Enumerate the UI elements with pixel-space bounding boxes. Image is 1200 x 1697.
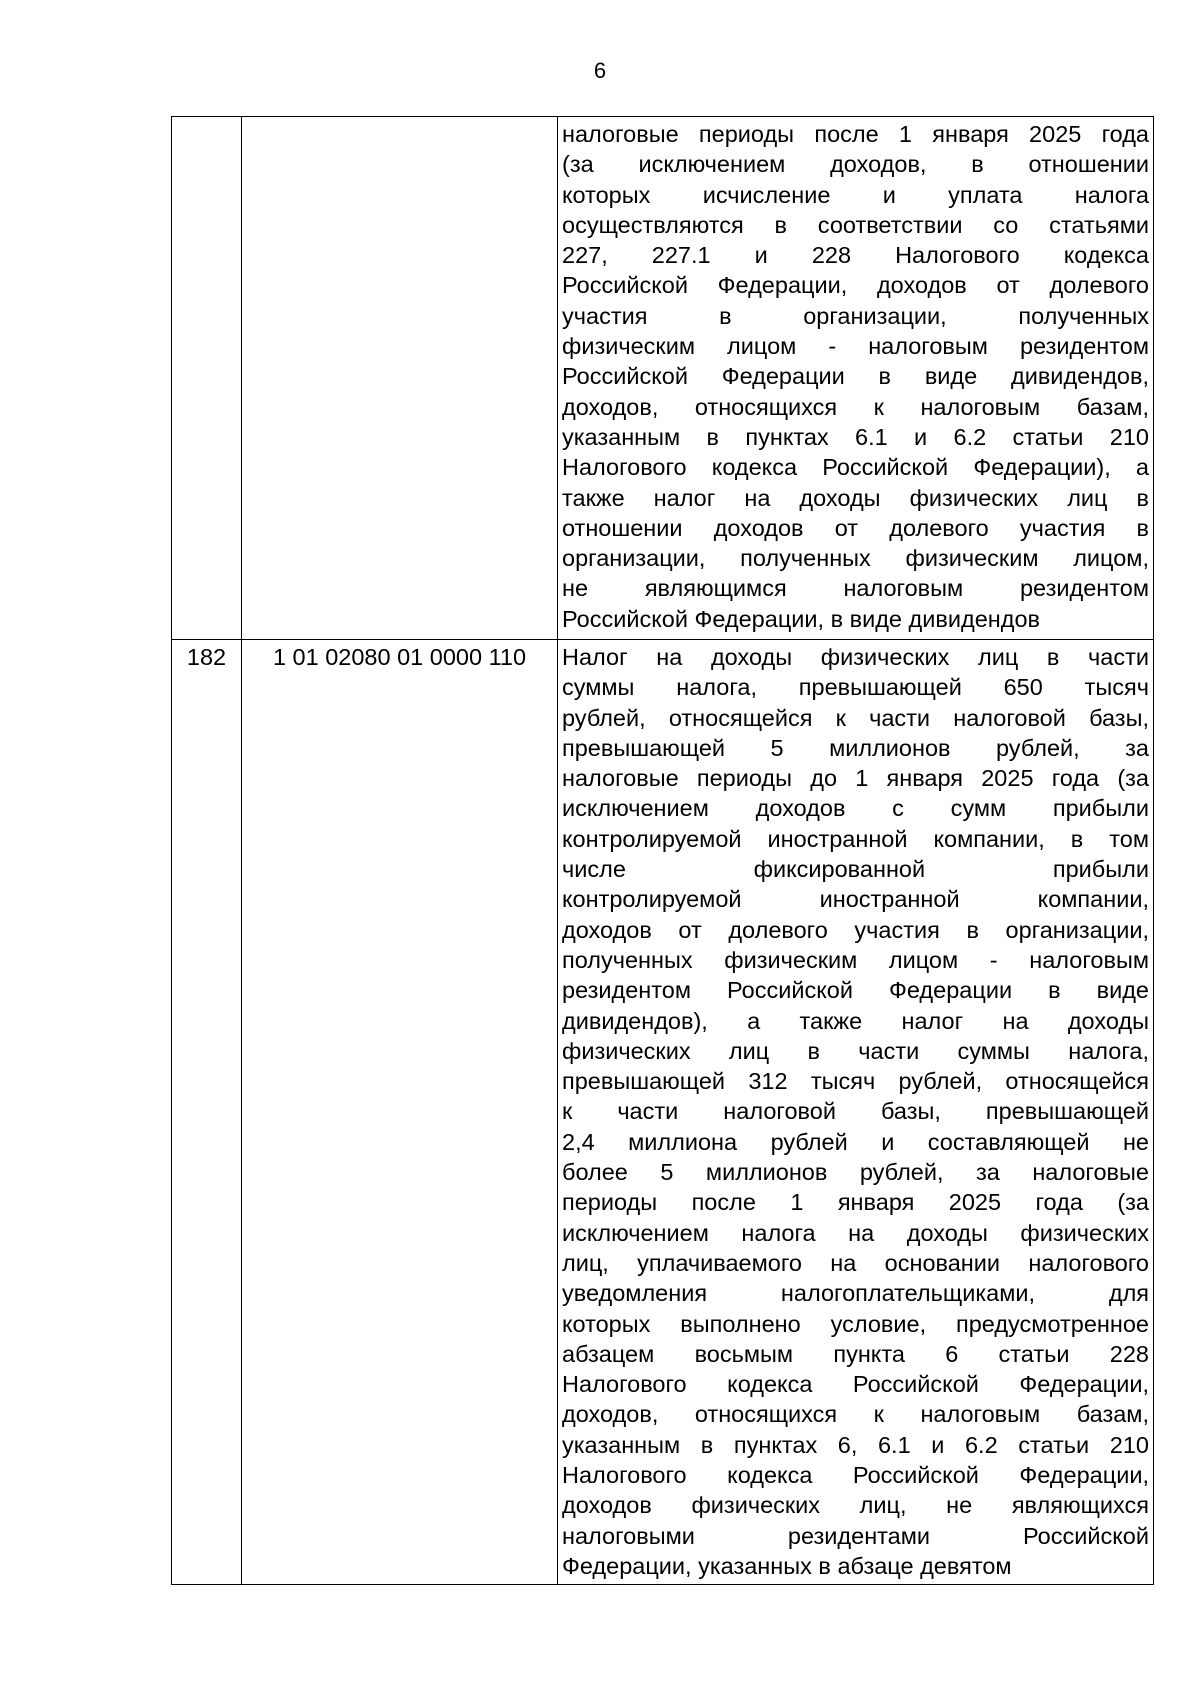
text-line: лиц, уплачиваемого на основании налогового xyxy=(562,1249,1149,1276)
text-line: которых выполнено условие, предусмотренное xyxy=(562,1310,1149,1337)
text-line: Российской Федерации в виде дивидендов, xyxy=(562,363,1149,390)
text-line: рублей, относящейся к части налоговой базы, xyxy=(562,704,1149,731)
description-cell xyxy=(558,640,1154,1585)
text-line: налоговые периоды до 1 января 2025 года (за xyxy=(562,765,1149,792)
text-line: дивидендов), а также налог на доходы xyxy=(562,1007,1149,1034)
admin-code-cell xyxy=(172,117,242,640)
text-line: контролируемой иностранной компании, xyxy=(562,886,1149,913)
text-line: также налог на доходы физических лиц в xyxy=(562,484,1149,511)
text-line: осуществляются в соответствии со статьями xyxy=(562,211,1149,238)
text-line: указанным в пунктах 6, 6.1 и 6.2 статьи 210 xyxy=(562,1431,1149,1458)
text-line: доходов от долевого участия в организации, xyxy=(562,916,1149,943)
text-line: суммы налога, превышающей 650 тысяч xyxy=(562,674,1149,701)
text-line: которых исчисление и уплата налога xyxy=(562,181,1149,208)
text-line: Налогового кодекса Российской Федерации, xyxy=(562,1371,1149,1398)
page-number: 6 xyxy=(593,58,607,83)
text-line: резидентом Российской Федерации в виде xyxy=(562,977,1149,1004)
admin-code-cell: 182 xyxy=(172,640,242,1585)
text-line: (за исключением доходов, в отношении xyxy=(562,151,1149,178)
text-line: Российской Федерации, доходов от долевого xyxy=(562,272,1149,299)
text-line: 227, 227.1 и 228 Налогового кодекса xyxy=(562,242,1149,269)
text-line: Федерации, указанных в абзаце девятом xyxy=(562,1552,1012,1579)
text-line: абзацем восьмым пункта 6 статьи 228 xyxy=(562,1340,1149,1367)
table-row xyxy=(172,117,1154,640)
text-line: исключением налога на доходы физических xyxy=(562,1219,1149,1246)
kbk-code-cell xyxy=(242,117,558,640)
text-line: числе фиксированной прибыли xyxy=(562,856,1149,883)
text-line: физическим лицом - налоговым резидентом xyxy=(562,333,1149,360)
text-line: доходов физических лиц, не являющихся xyxy=(562,1492,1149,1519)
text-line: Налог на доходы физических лиц в части xyxy=(562,644,1149,670)
text-line: превышающей 312 тысяч рублей, относящейся xyxy=(562,1068,1149,1095)
text-line: полученных физическим лицом - налоговым xyxy=(562,946,1149,973)
text-line: более 5 миллионов рублей, за налоговые xyxy=(562,1159,1149,1186)
text-line: к части налоговой базы, превышающей xyxy=(562,1098,1149,1125)
description-cell xyxy=(558,117,1154,640)
text-line: доходов, относящихся к налоговым базам, xyxy=(562,1401,1149,1428)
table-row xyxy=(172,640,1154,1585)
kbk-code-cell: 1 01 02080 01 0000 110 xyxy=(242,640,558,1585)
text-line: доходов, относящихся к налоговым базам, xyxy=(562,393,1149,420)
text-line: Налогового кодекса Российской Федерации), а xyxy=(562,454,1149,481)
text-line: не являющимся налоговым резидентом xyxy=(562,575,1149,602)
budget-classification-table xyxy=(171,116,1154,1585)
text-line: контролируемой иностранной компании, в том xyxy=(562,825,1149,852)
text-line: указанным в пунктах 6.1 и 6.2 статьи 210 xyxy=(562,423,1149,450)
text-line: организации, полученных физическим лицом, xyxy=(562,545,1149,572)
text-line: налоговые периоды после 1 января 2025 года xyxy=(562,121,1149,147)
text-line: уведомления налогоплательщиками, для xyxy=(562,1280,1149,1307)
text-line: физических лиц в части суммы налога, xyxy=(562,1037,1149,1064)
text-line: превышающей 5 миллионов рублей, за xyxy=(562,734,1149,761)
text-line: Налогового кодекса Российской Федерации, xyxy=(562,1462,1149,1489)
text-line: налоговыми резидентами Российской xyxy=(562,1522,1149,1549)
text-line: 2,4 миллиона рублей и составляющей не xyxy=(562,1128,1149,1155)
text-line: отношении доходов от долевого участия в xyxy=(562,514,1149,541)
text-line: периоды после 1 января 2025 года (за xyxy=(562,1189,1149,1216)
text-line: участия в организации, полученных xyxy=(562,302,1149,329)
text-line: Российской Федерации, в виде дивидендов xyxy=(562,605,1041,632)
text-line: исключением доходов с сумм прибыли xyxy=(562,795,1149,822)
